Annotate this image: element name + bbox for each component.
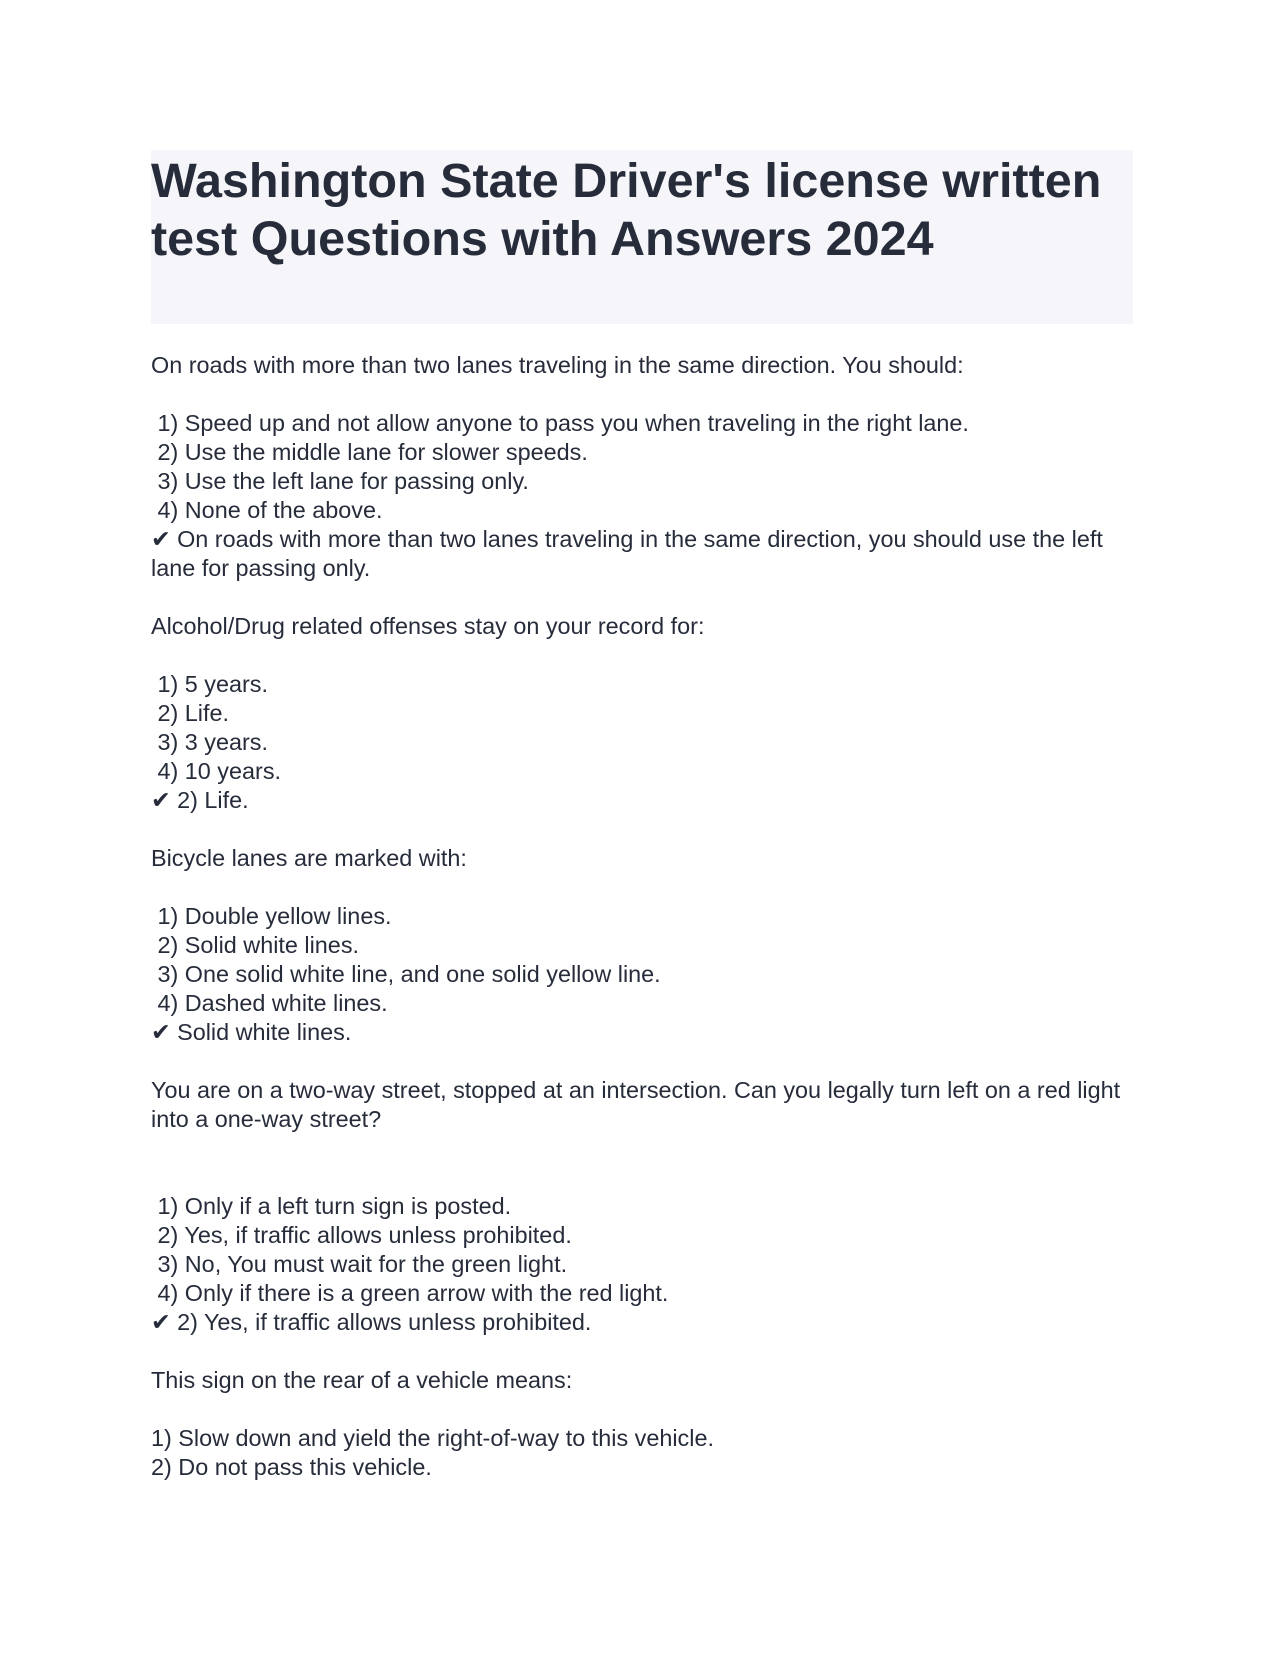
question-prompt: On roads with more than two lanes traveling in the same direction. You should: bbox=[151, 352, 964, 378]
title-block bbox=[151, 150, 1133, 324]
answer-option: 4) Only if there is a green arrow with the red light. bbox=[151, 1280, 669, 1306]
answer-option: 1) 5 years. bbox=[151, 671, 268, 697]
document-title: Washington State Driver's license written test Questions with Answers 2024 bbox=[151, 154, 1102, 266]
answer-option: 2) Solid white lines. bbox=[151, 932, 360, 958]
question-prompt: Bicycle lanes are marked with: bbox=[151, 845, 467, 871]
question-3 bbox=[151, 844, 1133, 1047]
question-1 bbox=[151, 351, 1133, 583]
questions-list bbox=[151, 351, 1133, 1482]
answer-option: 3) 3 years. bbox=[151, 729, 268, 755]
correct-answer: ✔ Solid white lines. bbox=[151, 1019, 352, 1045]
correct-answer: ✔ 2) Life. bbox=[151, 787, 249, 813]
answer-option: 1) Double yellow lines. bbox=[151, 903, 392, 929]
question-4 bbox=[151, 1076, 1133, 1337]
answer-option: 2) Use the middle lane for slower speeds. bbox=[151, 439, 588, 465]
question-prompt: Alcohol/Drug related offenses stay on your record for: bbox=[151, 613, 705, 639]
answer-option: 4) None of the above. bbox=[151, 497, 383, 523]
correct-answer: ✔ On roads with more than two lanes traveling in the same direction, you should use the left lane for passing only. bbox=[151, 526, 1103, 581]
answer-option: 2) Do not pass this vehicle. bbox=[151, 1454, 432, 1480]
answer-option: 3) One solid white line, and one solid yellow line. bbox=[151, 961, 661, 987]
question-2 bbox=[151, 612, 1133, 815]
answer-option: 1) Only if a left turn sign is posted. bbox=[151, 1193, 512, 1219]
document-page bbox=[151, 150, 1133, 1482]
answer-option: 3) No, You must wait for the green light. bbox=[151, 1251, 568, 1277]
answer-option: 4) Dashed white lines. bbox=[151, 990, 388, 1016]
answer-option: 1) Speed up and not allow anyone to pass you when traveling in the right lane. bbox=[151, 410, 969, 436]
question-prompt: You are on a two-way street, stopped at an intersection. Can you legally turn left on a red light into a one-way street? bbox=[151, 1077, 1121, 1132]
answer-option: 4) 10 years. bbox=[151, 758, 282, 784]
answer-option: 2) Yes, if traffic allows unless prohibited. bbox=[151, 1222, 572, 1248]
question-5 bbox=[151, 1366, 1133, 1482]
correct-answer: ✔ 2) Yes, if traffic allows unless prohibited. bbox=[151, 1309, 592, 1335]
question-prompt: This sign on the rear of a vehicle means: bbox=[151, 1367, 573, 1393]
answer-option: 2) Life. bbox=[151, 700, 230, 726]
answer-option: 1) Slow down and yield the right-of-way to this vehicle. bbox=[151, 1425, 714, 1451]
answer-option: 3) Use the left lane for passing only. bbox=[151, 468, 529, 494]
